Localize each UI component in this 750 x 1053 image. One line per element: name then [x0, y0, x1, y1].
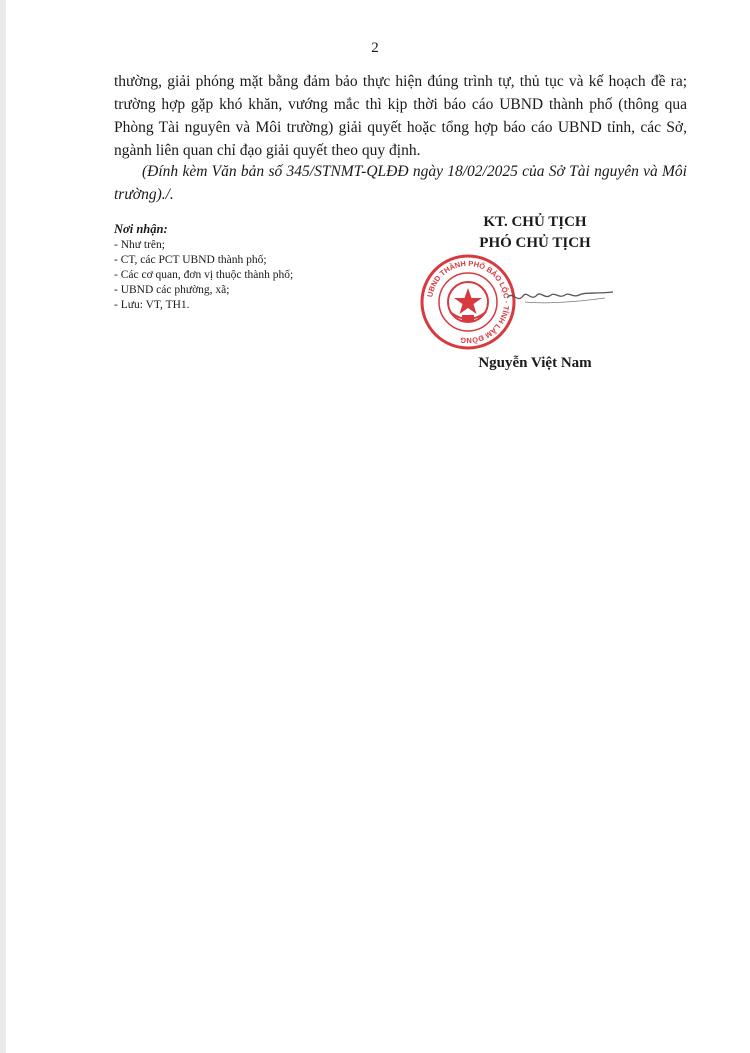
recipients-title: Nơi nhận:	[114, 222, 168, 236]
signature-title-line1: KT. CHỦ TỊCH	[483, 214, 587, 230]
body-paragraph: thường, giải phóng mặt bằng đảm bảo thực hiện đúng trình tự, thủ tục và kế hoạch đề ra; trường hợp gặp khó khăn, vướng mắc thì kịp thời báo cáo UBND thành phố (thông qua Phòng Tài nguyên và Môi trường) giải quyết hoặc tổng hợp báo cáo UBND tỉnh, các Sở, ngành liên quan chỉ đạo giải quyết theo quy định.	[114, 73, 687, 159]
handwritten-signature-icon	[505, 280, 615, 310]
recipient-item: - CT, các PCT UBND thành phố;	[114, 254, 267, 266]
recipient-item: - Các cơ quan, đơn vị thuộc thành phố;	[114, 269, 294, 281]
recipient-item: - Lưu: VT, TH1.	[114, 299, 190, 311]
recipients-list	[114, 238, 374, 313]
recipient-item: - Như trên;	[114, 239, 165, 251]
recipients-block	[114, 222, 374, 313]
page-number: 2	[371, 40, 379, 56]
attachment-note: (Đính kèm Văn bản số 345/STNMT-QLĐĐ ngày 18/02/2025 của Sở Tài nguyên và Môi trường)./.	[114, 163, 687, 203]
official-seal-icon	[418, 252, 518, 352]
signature-title-block	[430, 212, 640, 254]
svg-text:UBND THÀNH PHỐ BẢO LỘC · TỈNH: UBND THÀNH PHỐ BẢO LỘC · TỈNH LÂM ĐỒNG	[425, 258, 512, 346]
signer-name: Nguyễn Việt Nam	[478, 355, 592, 371]
signature-title-line2: PHÓ CHỦ TỊCH	[479, 235, 591, 251]
recipient-item: - UBND các phường, xã;	[114, 284, 230, 296]
page-edge	[0, 0, 6, 1053]
